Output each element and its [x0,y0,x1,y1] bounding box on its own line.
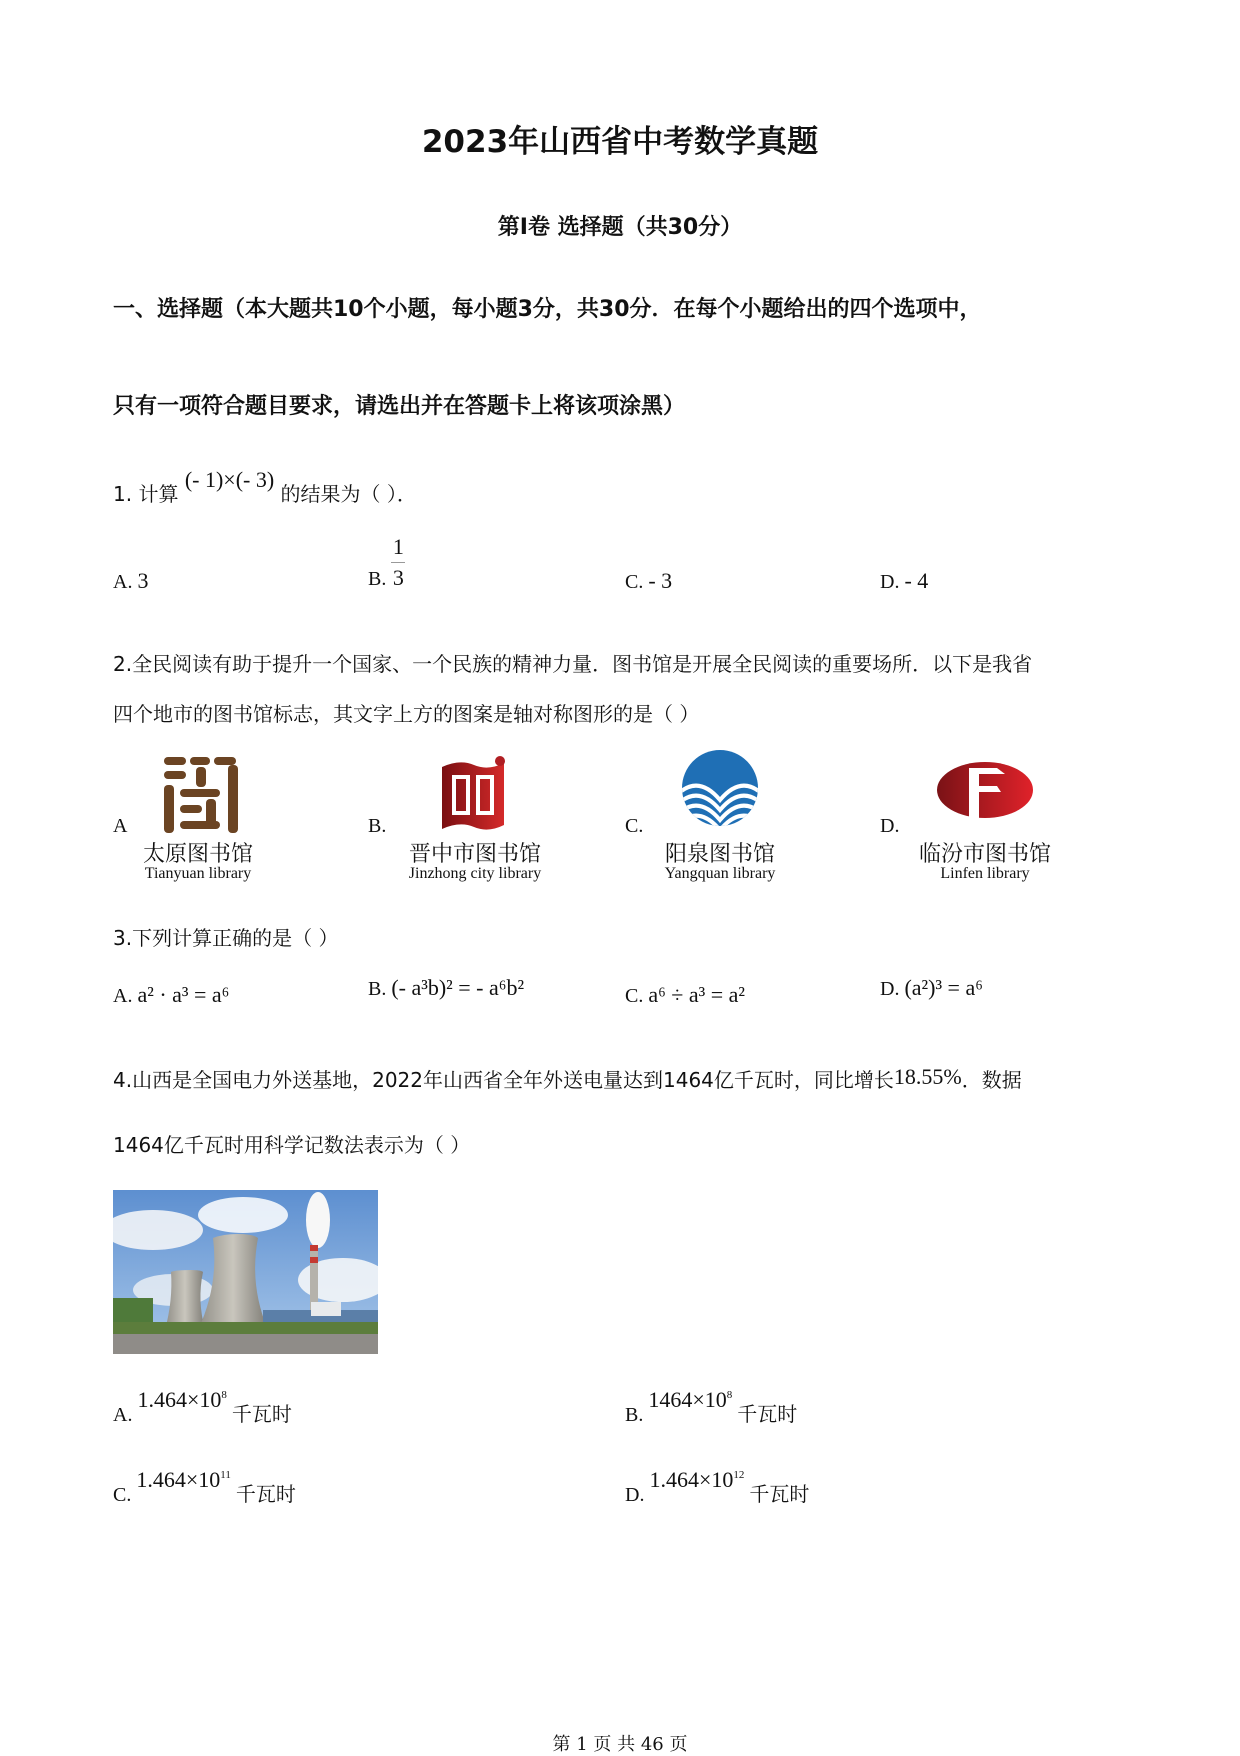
option-d[interactable] [880,975,983,1001]
question-2-line1 [113,648,1032,677]
option-label: A. [113,571,133,593]
option-expression: $1464\times 10^8$ [648,1387,733,1412]
question-2-line2: 四个地市的图书馆标志，其文字上方的图案是轴对称图形的是（ ） [113,702,700,726]
question-text: 山西是全国电力外送基地，2022年山西省全年外送电量达到1464亿千瓦时，同比增长 [132,1068,894,1092]
question-text: 的结果为（ ）． [280,482,417,506]
page-title: 2023年山西省中考数学真题 [421,124,819,160]
logo-caption-cn: 临汾市图书馆 [918,842,1051,867]
logo-caption-en: Jinzhong city library [408,865,542,882]
logo-caption-en: Linfen library [940,865,1030,882]
percentage: 18.55% [893,1064,962,1089]
logo-caption-en: Tianyuan library [144,865,252,882]
question-number: 4. [113,1068,133,1092]
option-expression: $1.464\times 10^{11}$ [136,1467,231,1492]
option-label: A. [113,985,133,1007]
linfen-library-logo-icon [935,760,1035,820]
option-b[interactable] [368,975,524,1001]
option-b[interactable] [368,535,405,590]
option-expression: a⁶ ÷ a³ = a² [648,982,745,1007]
option-unit: 千瓦时 [231,1402,292,1426]
logo-caption-cn: 晋中市图书馆 [408,842,541,867]
option-label: A. [113,1404,133,1426]
fraction [391,535,405,590]
section-header-line2: 只有一项符合题目要求，请选出并在答题卡上将该项涂黑） [113,394,686,419]
question-number: 2. [113,652,133,676]
option-c[interactable] [625,982,745,1008]
option-a[interactable] [113,568,148,594]
question-4-line2: 1464亿千瓦时用科学记数法表示为（ ） [113,1133,471,1157]
option-label: B. [625,1404,644,1426]
denominator: 3 [392,565,404,590]
option-label: D. [880,978,900,1000]
option-label: C. [113,1484,132,1506]
fraction-bar [391,562,405,563]
logo-caption-cn: 太原图书馆 [142,842,253,867]
option-unit: 千瓦时 [737,1402,798,1426]
option-expression: a² · a³ = a⁶ [137,982,230,1007]
part-subtitle: 第Ⅰ卷 选择题（共30分） [497,215,743,240]
question-3 [113,922,338,951]
numerator: 1 [392,534,404,559]
option-d-label[interactable]: D. [880,815,900,837]
option-value: 3 [137,568,149,593]
option-expression: $1.464\times 10^8$ [137,1387,227,1412]
option-a-label[interactable]: A [113,815,128,837]
jinzhong-library-logo-icon [440,755,510,835]
option-label: D. [625,1484,645,1506]
section-header-line1: 一、选择题（本大题共10个小题，每小题3分，共30分．在每个小题给出的四个选项中， [113,297,982,322]
logo-caption-cn: 阳泉图书馆 [664,842,775,867]
logo-caption-en: Yangquan library [664,865,776,882]
option-value: - 4 [904,568,929,593]
question-text: 下列计算正确的是（ ） [132,926,339,950]
math-expression: (- 1)×(- 3) [184,467,275,492]
question-text: 全民阅读有助于提升一个国家、一个民族的精神力量．图书馆是开展全民阅读的重要场所．以下是我省 [132,652,1033,676]
option-unit: 千瓦时 [235,1482,296,1506]
option-expression: $1.464\times 10^{12}$ [649,1467,745,1492]
question-number: 3. [113,926,133,950]
option-value: - 3 [648,568,673,593]
option-expression: (a²)³ = a⁶ [904,975,983,1000]
option-label: B. [368,978,387,1000]
yangquan-library-logo-icon [680,748,760,828]
option-expression: (- a³b)² = - a⁶b² [391,975,525,1000]
option-c[interactable] [625,568,672,594]
option-b[interactable] [625,1387,798,1427]
question-4-line1 [113,1064,1022,1093]
option-c[interactable] [113,1467,296,1507]
taiyuan-library-logo-icon [160,755,240,835]
option-d[interactable] [625,1467,810,1507]
option-a[interactable] [113,982,229,1008]
option-unit: 千瓦时 [749,1482,810,1506]
option-label: C. [625,571,644,593]
question-text: 计算 [138,482,179,506]
option-d[interactable] [880,568,928,594]
question-number: 1. [113,482,133,506]
option-label: C. [625,985,644,1007]
option-label: D. [880,571,900,593]
question-text: ．数据 [961,1068,1022,1092]
page-footer: 第 1 页 共 46 页 [552,1734,688,1755]
option-label: B. [368,568,387,591]
option-a[interactable] [113,1387,292,1427]
power-plant-image [113,1190,378,1354]
question-1 [113,467,417,507]
option-b-label[interactable]: B. [368,815,387,837]
option-c-label[interactable]: C. [625,815,644,837]
